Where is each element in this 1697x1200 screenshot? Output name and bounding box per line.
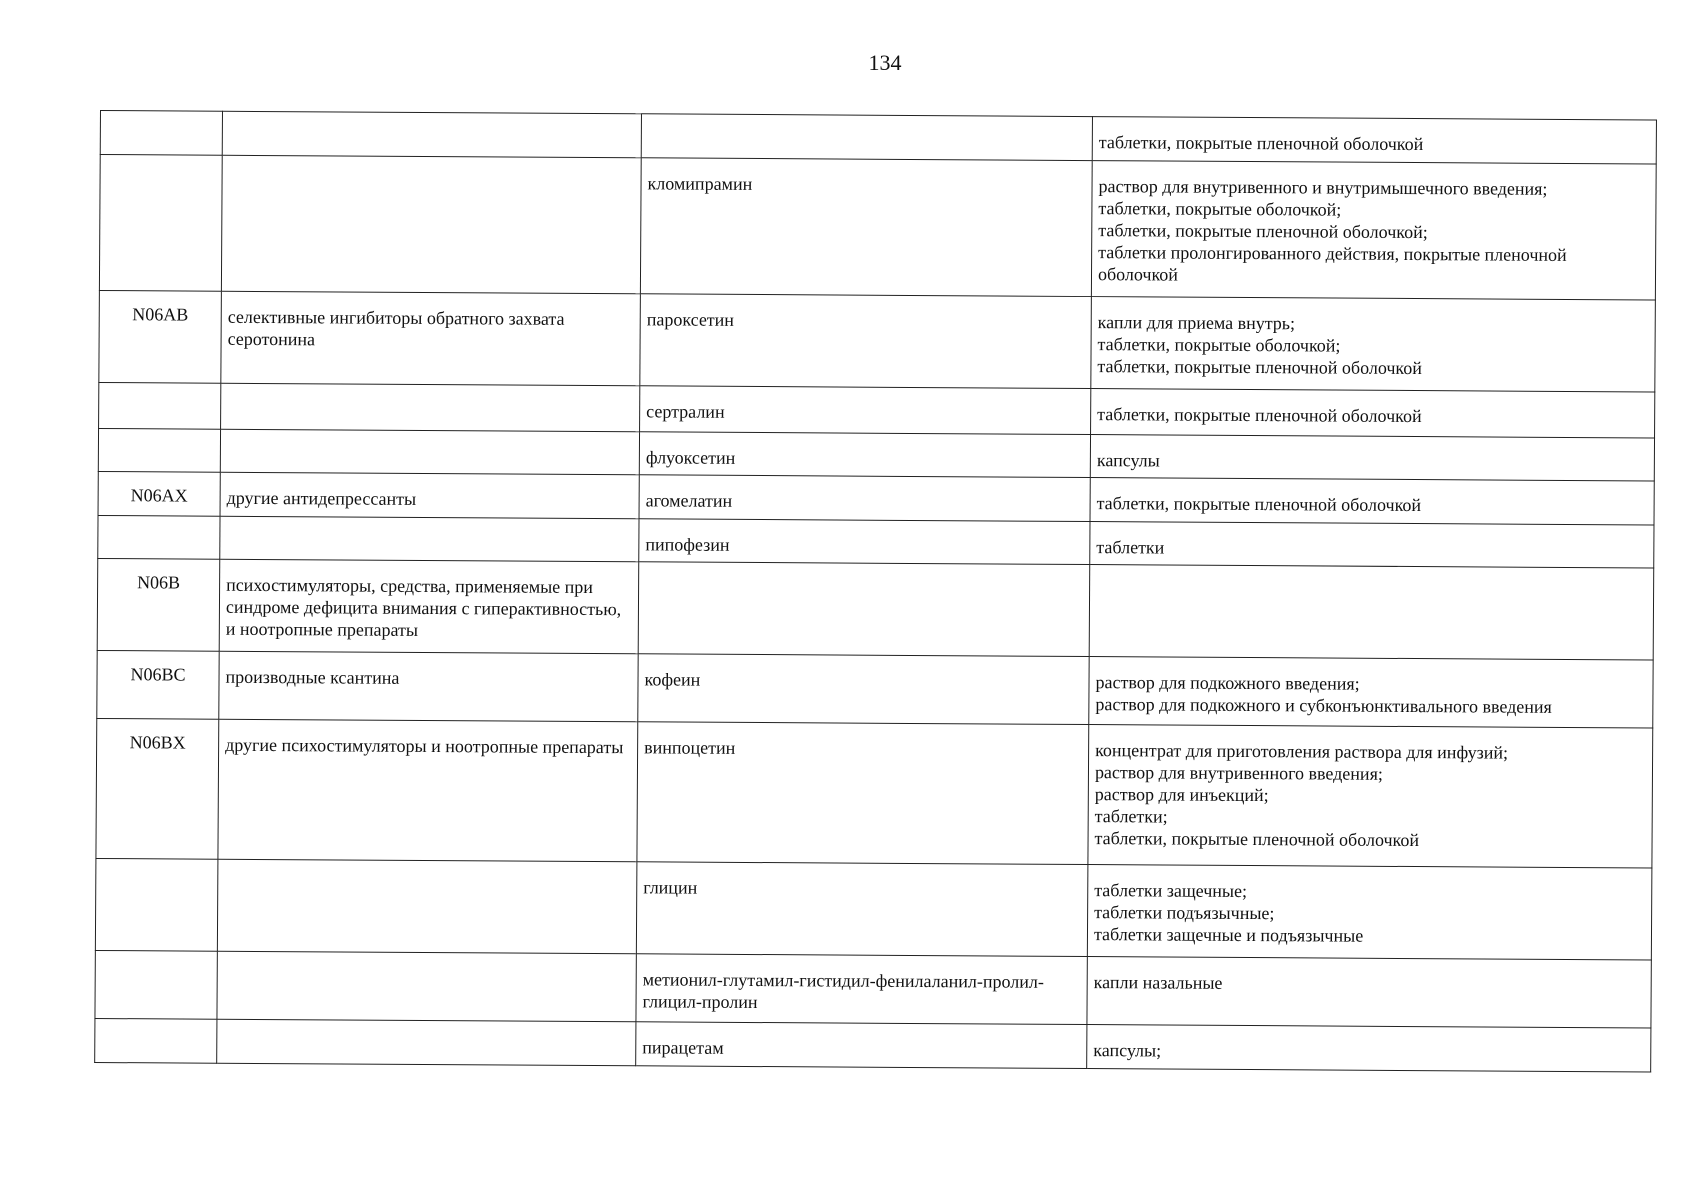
pharmacological-group-cell xyxy=(220,516,639,562)
dosage-form-line: таблетки, покрытые пленочной оболочкой; xyxy=(1098,220,1428,243)
pharmacological-group-cell xyxy=(217,951,636,1022)
dosage-form-line: таблетки, покрытые пленочной оболочкой xyxy=(1097,356,1422,379)
atc-code-cell: N06BX xyxy=(96,718,219,859)
page-number: 134 xyxy=(868,50,902,75)
dosage-forms-cell xyxy=(1087,957,1651,1028)
pharmacological-group-cell xyxy=(222,111,641,158)
dosage-forms-cell xyxy=(1091,389,1655,438)
dosage-forms-cell xyxy=(1091,161,1656,300)
table-row xyxy=(97,650,1653,728)
pharmacological-group-cell: другие психостимуляторы и ноотропные препараты xyxy=(218,719,638,862)
drug-table-wrapper xyxy=(94,110,1656,1072)
dosage-forms-cell xyxy=(1089,657,1653,728)
dosage-form-line: таблетки, покрытые пленочной оболочкой xyxy=(1097,404,1422,427)
pharmacological-group-cell xyxy=(221,383,640,432)
atc-code-cell xyxy=(95,858,218,951)
dosage-form-line: таблетки, покрытые оболочкой; xyxy=(1097,334,1341,356)
pharmacological-group-cell xyxy=(217,1019,636,1066)
pharmacological-group-cell xyxy=(217,859,637,954)
dosage-form-line: таблетки, покрытые пленочной оболочкой xyxy=(1094,828,1420,851)
dosage-forms-cell xyxy=(1087,1025,1651,1072)
dosage-forms-cell xyxy=(1090,522,1654,568)
atc-code-cell: N06BC xyxy=(97,650,219,719)
atc-code-cell: N06B xyxy=(97,558,220,651)
drug-name-cell: метионил-глутамил-гистидил-фенилаланил-пролил-глицил-пролин xyxy=(636,954,1087,1025)
dosage-form-line: раствор для подкожного введения; xyxy=(1095,672,1360,694)
dosage-forms-cell xyxy=(1091,297,1656,392)
atc-code-cell xyxy=(98,515,220,559)
drug-name-cell xyxy=(638,562,1090,657)
dosage-form-line: таблетки, покрытые пленочной оболочкой xyxy=(1096,493,1422,516)
drug-name-cell: флуоксетин xyxy=(639,432,1090,478)
dosage-form-line: таблетки; xyxy=(1094,806,1168,827)
atc-code-cell xyxy=(100,111,222,156)
pharmacological-group-cell: производные ксантина xyxy=(219,651,638,722)
drug-name-cell: винпоцетин xyxy=(637,722,1089,865)
dosage-forms-cell xyxy=(1088,725,1653,868)
dosage-form-line: раствор для подкожного и субконъюнктивального введения xyxy=(1095,694,1552,717)
pharmacological-group-cell: психостимуляторы, средства, применяемые при синдроме дефицита внимания с гиперактивностью, и ноотропные препараты xyxy=(219,559,639,654)
dosage-form-line: капли для приема внутрь; xyxy=(1097,312,1296,334)
drug-name-cell: кломипрамин xyxy=(640,158,1092,297)
dosage-form-line: таблетки xyxy=(1096,537,1165,558)
drug-name-cell: агомелатин xyxy=(639,475,1090,522)
dosage-form-line: таблетки защечные и подъязычные xyxy=(1093,924,1364,946)
pharmacological-group-cell: селективные ингибиторы обратного захвата серотонина xyxy=(221,291,641,386)
atc-code-cell xyxy=(98,428,220,472)
dosage-form-line: таблетки подъязычные; xyxy=(1094,902,1275,924)
table-row xyxy=(97,558,1654,660)
dosage-forms-cell xyxy=(1087,865,1652,960)
pharmacological-group-cell xyxy=(221,155,641,294)
table-row xyxy=(96,718,1653,868)
drug-name-cell: сертралин xyxy=(640,386,1091,435)
dosage-form-line: таблетки, покрытые пленочной оболочкой xyxy=(1098,132,1424,155)
pharmacological-group-cell: другие антидепрессанты xyxy=(220,472,639,519)
drug-table xyxy=(94,110,1657,1072)
dosage-forms-cell xyxy=(1089,565,1654,660)
dosage-forms-cell xyxy=(1090,478,1654,525)
dosage-form-line: раствор для инъекций; xyxy=(1094,784,1269,806)
atc-code-cell: N06AX xyxy=(98,471,220,516)
atc-code-cell xyxy=(99,382,221,429)
table-row xyxy=(99,155,1656,301)
drug-name-cell: кофеин xyxy=(638,654,1089,725)
table-row xyxy=(95,858,1652,960)
atc-code-cell xyxy=(99,155,222,292)
pharmacological-group-cell xyxy=(220,429,639,475)
dosage-form-line: капли назальные xyxy=(1093,972,1223,993)
dosage-form-line: раствор для внутривенного введения; xyxy=(1094,762,1383,784)
atc-code-cell xyxy=(95,950,217,1019)
drug-table-body xyxy=(95,111,1657,1072)
atc-code-cell: N06AB xyxy=(99,290,222,383)
dosage-form-line: капсулы xyxy=(1096,450,1160,471)
dosage-form-line: таблетки защечные; xyxy=(1094,880,1248,902)
drug-name-cell: пирацетам xyxy=(636,1022,1087,1069)
atc-code-cell xyxy=(95,1018,217,1063)
dosage-forms-cell xyxy=(1092,117,1656,164)
drug-name-cell: глицин xyxy=(636,862,1088,957)
drug-name-cell xyxy=(641,114,1092,161)
dosage-forms-cell xyxy=(1090,435,1654,481)
dosage-form-line: концентрат для приготовления раствора для инфузий; xyxy=(1095,740,1509,763)
table-row xyxy=(95,950,1651,1028)
dosage-form-line: капсулы; xyxy=(1093,1040,1162,1061)
table-row xyxy=(99,290,1656,392)
drug-name-cell: пароксетин xyxy=(640,294,1092,389)
dosage-form-line: таблетки пролонгированного действия, покрытые пленочной оболочкой xyxy=(1097,242,1567,285)
drug-name-cell: пипофезин xyxy=(639,519,1090,565)
dosage-form-line: раствор для внутривенного и внутримышечного введения; xyxy=(1098,176,1548,199)
dosage-form-line: таблетки, покрытые оболочкой; xyxy=(1098,198,1342,220)
table-row xyxy=(95,1018,1651,1072)
